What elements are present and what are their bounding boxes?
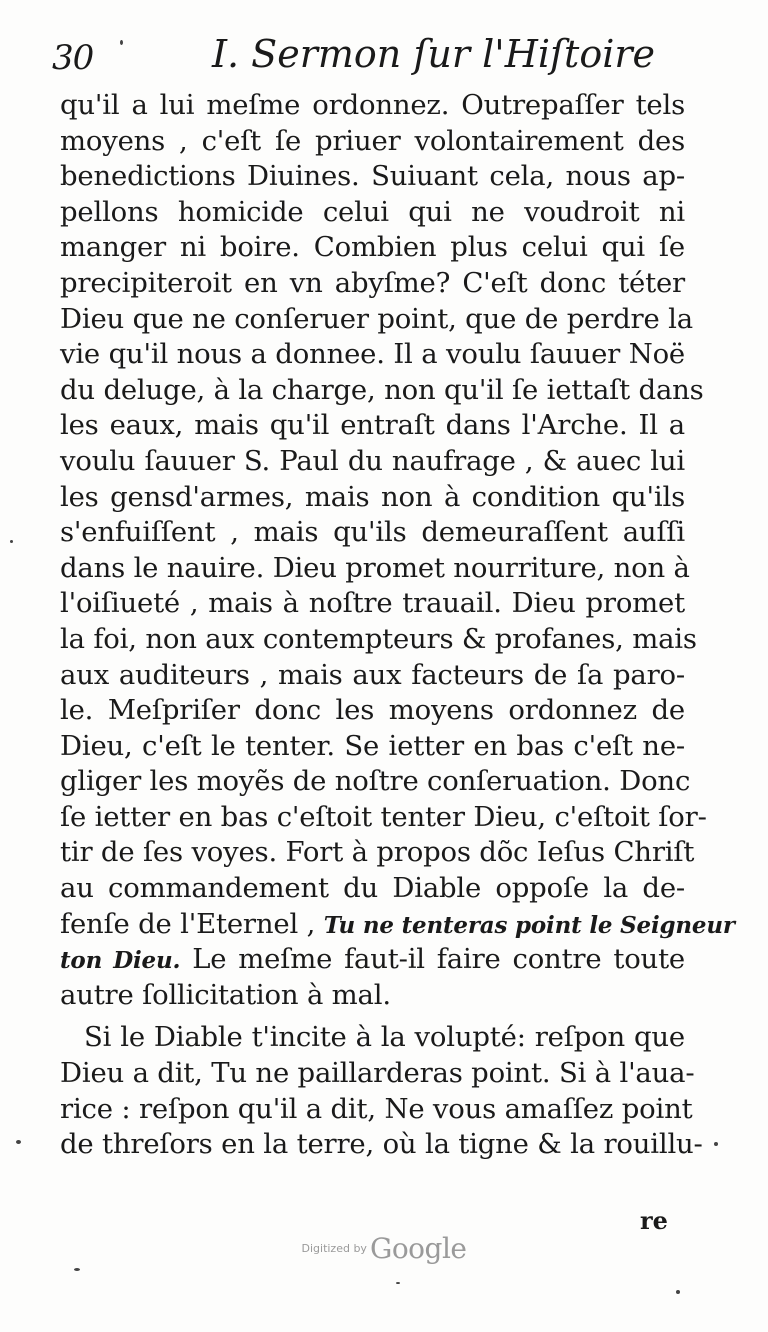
text-line: Dieu que ne conſeruer point, que de perdre la [60, 302, 693, 335]
running-head [52, 32, 672, 88]
text-line: benedictions Diuines. Suiuant cela, nous ap- [60, 160, 685, 193]
text-line: tir de ſes voyes. Fort à propos dõc Ieſus Chriſt [60, 836, 695, 869]
text-line: precipiteroit en vn abyſme? C'eſt donc téter [60, 266, 685, 299]
text-line: autre ſollicitation à mal. [60, 978, 391, 1011]
text-line: manger ni boire. Combien plus celui qui ſe [60, 231, 685, 264]
text-line: aux auditeurs , mais aux facteurs de ſa paro- [60, 658, 685, 691]
text-line: qu'il a lui meſme ordonnez. Outrepaſſer tels [60, 89, 685, 121]
text-line: le. Meſpriſer donc les moyens ordonnez de [60, 694, 685, 727]
text-line: voulu ſauuer S. Paul du naufrage , & auec lui [60, 444, 685, 477]
text-line: Si le Diable t'incite à la volupté: reſpon que [84, 1021, 685, 1054]
text-line: ſe ietter en bas c'eſtoit tenter Dieu, c'eſtoit ſor- [60, 800, 707, 833]
text-line: s'enfuiſſent , mais qu'ils demeuraſſent auſſi [60, 516, 685, 549]
body-text [60, 88, 735, 1163]
text-line: pellons homicide celui qui ne voudroit ni [60, 195, 685, 228]
ink-speck [714, 1142, 718, 1146]
text-line: la foi, non aux contempteurs & profanes, mais [60, 622, 697, 655]
text-line: dans le nauire. Dieu promet nourriture, non à [60, 551, 690, 584]
ink-speck [396, 1282, 400, 1284]
ink-speck [10, 540, 13, 543]
text-line: Dieu a dit, Tu ne paillarderas point. Si à l'aua- [60, 1057, 695, 1090]
text-line: au commandement du Diable oppoſe la de- [60, 872, 685, 905]
text-line: gliger les moyẽs de noſtre conſeruation. Donc [60, 765, 691, 798]
paragraph-break [60, 1013, 685, 1020]
text-line: rice : reſpon qu'il a dit, Ne vous amaſſez point [60, 1092, 693, 1125]
digitization-watermark [0, 1232, 768, 1265]
text-fragment: Le meſme faut-il faire contre toute [192, 943, 685, 976]
text-line: l'oiſiueté , mais à noſtre trauail. Dieu promet [60, 587, 685, 620]
text-line: de threſors en la terre, où la tigne & la rouillu- [60, 1128, 703, 1161]
scripture-quote: Tu ne tenteras point le Seigneur [323, 911, 735, 939]
ink-speck [74, 1268, 80, 1271]
text-fragment: fenſe de l'Eternel , [60, 907, 316, 940]
text-line-with-quote [60, 907, 735, 943]
catchword: re [640, 1206, 668, 1235]
text-line: du deluge, à la charge, non qu'il ſe iettaſt dans [60, 373, 704, 406]
text-line: vie qu'il nous a donnee. Il a voulu ſauuer Noë [60, 338, 685, 371]
ink-speck [676, 1290, 680, 1294]
text-line: Dieu, c'eſt le tenter. Se ietter en bas c'eſt ne- [60, 729, 685, 762]
watermark-prefix: Digitized by [301, 1242, 367, 1255]
running-title: I. Sermon ſur l'Hiſtoire [212, 32, 656, 76]
text-line-with-quote [60, 942, 685, 978]
page-number: 30 [52, 38, 94, 78]
text-line: les eaux, mais qu'il entraſt dans l'Arche. Il a [60, 409, 685, 442]
scripture-quote: ton Dieu. [60, 947, 181, 975]
ink-speck [16, 1140, 21, 1144]
ink-speck [120, 40, 123, 45]
text-line: moyens , c'eſt ſe priuer volontairement des [60, 124, 685, 157]
watermark-brand: Google [369, 1232, 467, 1265]
text-line: les gensd'armes, mais non à condition qu'ils [60, 480, 685, 513]
